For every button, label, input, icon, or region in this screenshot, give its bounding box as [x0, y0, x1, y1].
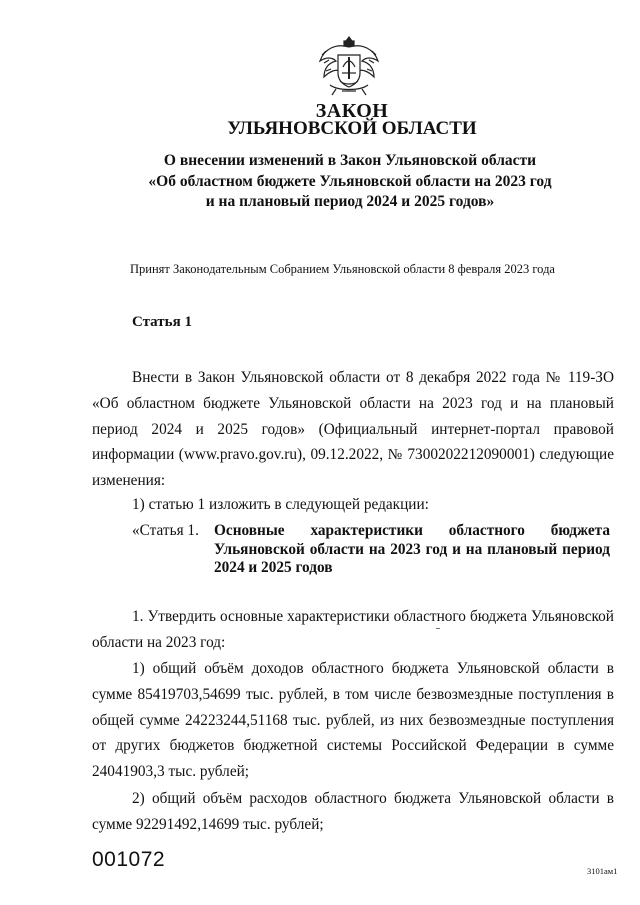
document-code: 3101aм1	[587, 866, 618, 876]
law-title-word: ЗАКОН	[315, 100, 389, 122]
scan-mark	[436, 628, 440, 629]
quoted-article-label: «Статья 1.	[132, 522, 199, 539]
law-title-region: УЛЬЯНОВСКОЙ ОБЛАСТИ	[227, 118, 477, 139]
subtitle-line-1: О внесении изменений в Закон Ульяновской области	[163, 152, 537, 169]
subtitle-line-3: и на плановый период 2024 и 2025 годов»	[205, 193, 495, 210]
article-heading: Статья 1	[132, 314, 192, 330]
law-subtitle	[120, 151, 580, 213]
quoted-article-title: Основные характеристики областного бюджета Ульяновской области на 2023 год и на плановый период 2024 и 2025 годов	[214, 522, 610, 576]
article-intro-paragraph: Внести в Закон Ульяновской области от 8 декабря 2022 года № 119-ЗО «Об областном бюджете Ульяновской области на 2023 год и на плановый период 2024 и 2025 годов» (Официальный интернет-портал правовой информации (www.pravo.gov.ru), 09.12.2022, № 7300202212090001) следующие изменения:	[92, 369, 614, 490]
subpoint-1-paragraph: 1) общий объём доходов областного бюджета Ульяновской области в сумме 85419703,54699 тыс. рублей, в том числе безвозмездные поступления в общей сумме 24223244,51168 тыс. рублей, из них безвозмездные поступления от других бюджетов бюджетной системы Российской Федерации в сумме 24041903,3 тыс. рублей;	[92, 660, 614, 781]
amendment-item-1: 1) статью 1 изложить в следующей редакции:	[132, 496, 429, 513]
point-1-paragraph: 1. Утвердить основные характеристики областного бюджета Ульяновской области на 2023 год:	[92, 608, 614, 651]
adoption-note: Принят Законодательным Собранием Ульяновской области 8 февраля 2023 года	[130, 262, 555, 276]
subpoint-2-paragraph: 2) общий объём расходов областного бюджета Ульяновской области в сумме 92291492,14699 тыс. рублей;	[92, 790, 614, 833]
subtitle-line-2: «Об областном бюджете Ульяновской области на 2023 год	[148, 172, 552, 190]
coat-of-arms-emblem	[316, 33, 382, 97]
document-number: 001072	[92, 848, 166, 871]
